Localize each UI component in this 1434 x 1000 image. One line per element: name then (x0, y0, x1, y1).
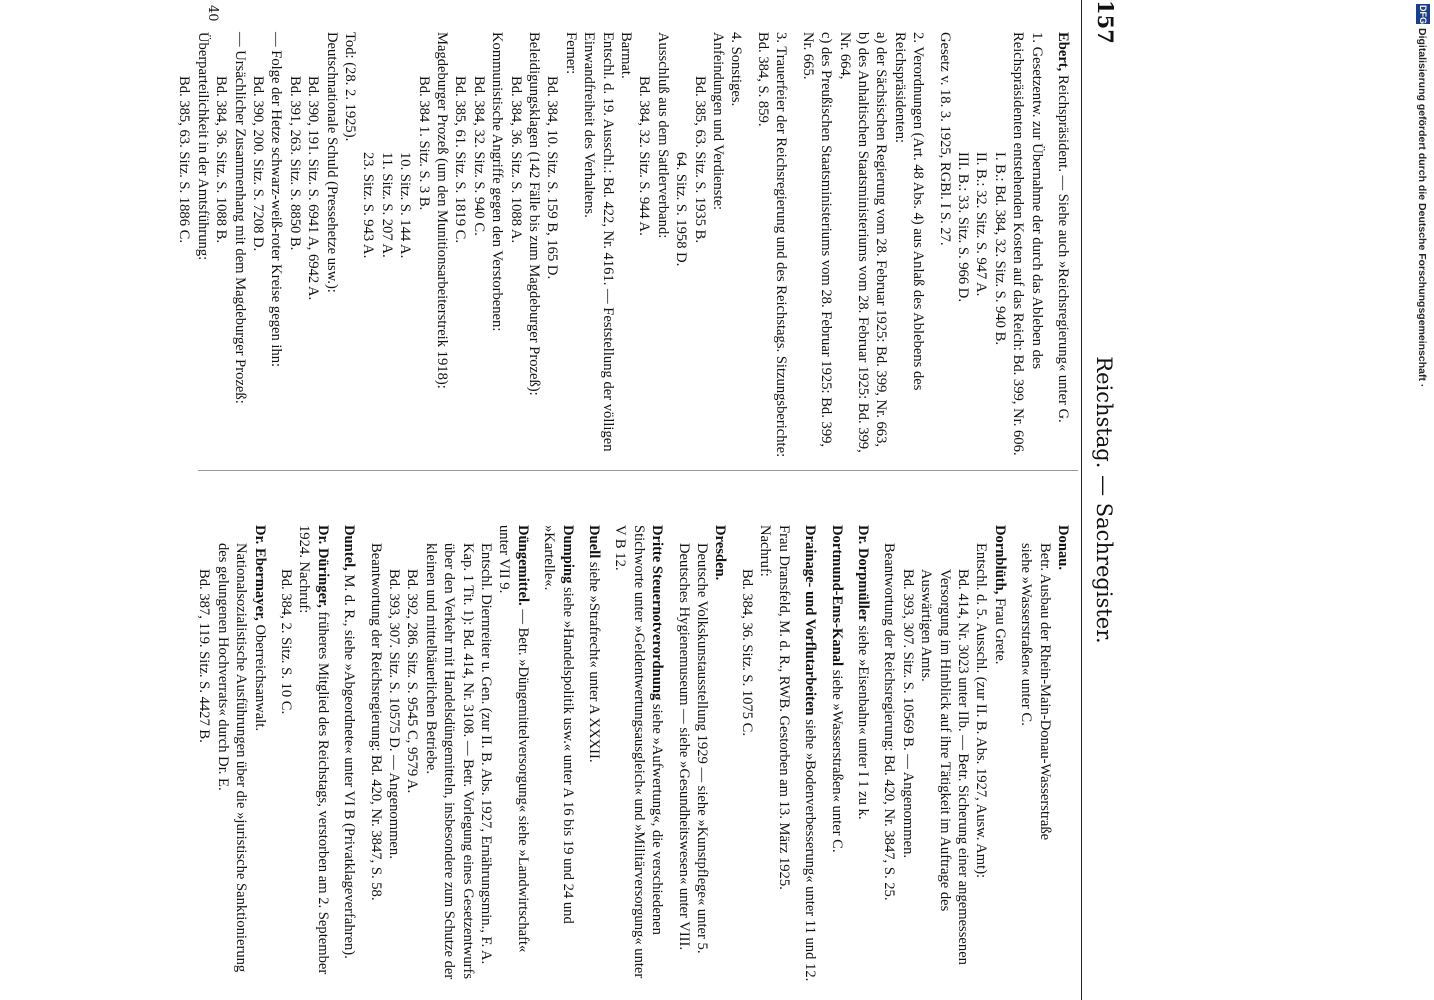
entry-heading-line (495, 525, 532, 985)
running-header (1082, 0, 1138, 1000)
entry-line: — Folge der Hetze schwarz-weiß-roter Kreise gegen ihn: (268, 32, 285, 368)
left-column (187, 525, 1072, 985)
entry-keyword: Dornblüth, (991, 525, 1008, 595)
index-entry (540, 525, 577, 985)
entry-line: Kommunistische Angriffe gegen den Verstorbenen: (489, 32, 506, 332)
header-rule (1081, 0, 1082, 1000)
entry-line: Ausschluß aus dem Sattlerverband: (654, 32, 671, 239)
entry-heading-line (801, 525, 819, 985)
index-entry (195, 525, 269, 985)
entry-description: früheres Mitglied des Reichstags, verstorben am 2. September 1924. Nachruf: (296, 525, 331, 975)
entry-line: Bd. 384, 2. Sitz. S. 10 C. (277, 569, 294, 715)
entry-line: Bd. 384, 32. Sitz. S. 944 A. (636, 76, 653, 236)
entry-line: — Ursächlicher Zusammenhang mit dem Magdeburger Prozeß: (231, 32, 248, 404)
index-entry (175, 32, 746, 462)
entry-line: 3. Trauerfeier der Reichsregierung und des Reichstags. Sitzungsberichte: Bd. 384, S. 859. (754, 32, 790, 458)
entry-line: Bd. 392, 286. Sitz. S. 9545 C, 9579 A. (404, 569, 421, 794)
entry-keyword: Duntel, (341, 525, 358, 571)
entry-line: Bd. 384, 36. Sitz. S. 1088 A. (507, 76, 524, 244)
entry-heading-line (295, 525, 332, 985)
entry-line: Bd. 384, 36. Sitz. S. 1075 C. (738, 569, 755, 737)
entry-line: Bd. 393, 307. Sitz. S. 10569 B. — Angenommen. (899, 569, 916, 859)
entry-line: Bd. 384 1. Sitz. S. 3 B. (415, 76, 432, 211)
entry-line: Entschl. d. 5. Ausschl. (zur II. B. Abs. 1927, Ausw. Amt): (973, 543, 990, 879)
entry-keyword: Dr. Düringer, (314, 525, 331, 608)
entry-line: Bd. 384, 36. Sitz. S. 1088 B. (213, 76, 230, 244)
entry-line: Tod: (28. 2. 1925). (341, 32, 358, 142)
entry-heading-line (854, 525, 872, 985)
index-entry (674, 525, 729, 985)
entry-line: Entschl. Diernreiter u. Gen. (zur II. B. Abs. 1927, Ernährungsmin., F. A. Kap. 1 Tit. 1): Bd. 414, Nr. 3108. — Betr. Vorlegung eines Gesetzentwurfs über den Verkehr mit Handelsdüngemitteln, insbesondere zum Schutze der kleinen und mittelbäuerlichen Betriebe. (422, 543, 495, 980)
entry-line: 23. Sitz. S. 943 A. (360, 152, 377, 259)
page-number: 157 (1093, 0, 1118, 44)
entry-line: III. B.: 33. Sitz. S. 966 D. (954, 152, 971, 302)
entry-line: Bd. 393, 307. Sitz. S. 10575 D. — Angenommen. (386, 569, 402, 859)
column-divider (198, 470, 1078, 471)
entry-line: Deutsches Hygienemuseum — siehe »Gesundheitswesen« unter VIII. (675, 543, 692, 951)
entry-keyword: Dritte Steuernotverordnung (649, 525, 666, 701)
entry-description: siehe »Strafrecht« unter A XXXII. (586, 561, 603, 763)
entry-description: siehe »Handelspolitik usw.« unter A 16 bis 19 und 24 und »Kartelle«. (541, 525, 576, 924)
entry-heading-line (340, 525, 358, 985)
index-entry (798, 32, 927, 462)
entry-line: Nationalsozialistische Ausführungen über die »juristische Sanktionierung des gelungenen Hochverrats« durch Dr. E. (214, 543, 250, 973)
entry-description: Reichspräsident. — Siehe auch »Reichsregierung« unter G. (1055, 74, 1071, 423)
entry-heading-line (1054, 32, 1072, 462)
entry-line: 64. Sitz. S. 1958 D. (673, 152, 690, 267)
entry-line: Frau Dransfeld, M. d. R., RWB. Gestorben am 13. März 1925. (775, 525, 792, 890)
entry-line: Bd. 391, 263. Sitz. S. 8850 B. (286, 76, 303, 251)
entry-line: Ferner: (562, 32, 579, 75)
entry-line: I. B.: Bd. 384, 32. Sitz. S. 940 B. (991, 152, 1008, 345)
entry-keyword: Duell (586, 525, 603, 559)
entry-heading-line (827, 525, 845, 985)
entry-keyword: Dresden. (712, 525, 729, 581)
index-entry (366, 525, 532, 985)
index-entry (880, 525, 1009, 985)
entry-line: Bd. 414, Nr. 3023 unter IIb. — Betr. Sicherung einer angemessenen Versorgung im Hinblick auf ihre Tätigkeit im Auftrage des Auswärtigen Amts. (918, 569, 971, 965)
entry-keyword: Ebert, (1055, 32, 1071, 72)
entry-line: Beleidigungsklagen (142 Fälle bis zum Magdeburger Prozeß): (526, 32, 543, 396)
entry-line: Entschl. d. 19. Ausschl.: Bd. 422, Nr. 4161. — Feststellung der völligen Einwandfreiheit des Verhaltens. (581, 32, 616, 452)
digitization-credit: Digitalisierung gefördert durch die Deutsche Forschungsgemeinschaft · (1416, 28, 1428, 388)
entry-line: II. B.: 32. Sitz. S. 947 A. (973, 152, 990, 297)
index-entry (854, 525, 872, 985)
entry-line: Bd. 384, 32. Sitz. S. 940 C. (470, 76, 487, 236)
entry-line: Nachruf: (757, 525, 774, 577)
entry-description: siehe »Bodenverbesserung« unter 11 und 12. (802, 719, 819, 982)
entry-line: Gesetz v. 18. 3. 1925, RGBl. I S. 27. (936, 32, 953, 246)
entry-line: Barmat. (618, 32, 635, 79)
entry-line: 2. Verordnungen (Art. 48 Abs. 4) aus Anlaß des Ablebens des Reichspräsidenten: (891, 32, 927, 391)
entry-keyword: Düngemittel. (514, 525, 531, 606)
dfg-logo: DFG (1418, 4, 1428, 24)
entry-heading-line (585, 525, 603, 985)
entry-line: a) der Sächsischen Regierung vom 28. Februar 1925: Bd. 399, Nr. 663, (873, 32, 890, 448)
entry-line: siehe »Wasserstraßen« unter C. (1018, 543, 1035, 726)
entry-line: 1. Gesetzentw. zur Übernahme der durch das Ableben des Reichspräsidenten entstehenden Kosten auf das Reich: Bd. 399, Nr. 606. (1010, 32, 1045, 456)
entry-description: siehe »Aufwertung«, die verschiedenen Stichworte unter »Geldentwertungsausgleich« und »Militärversorgung« unter V B 12. (612, 525, 666, 979)
entry-keyword: Drainage- und Vorflutarbeiten (802, 525, 819, 716)
entry-description: Oberreichsanwalt. (251, 624, 268, 732)
entry-description: Frau Grete. (991, 598, 1008, 665)
entry-heading-line (990, 525, 1008, 985)
entry-line: Beantwortung der Reichsregierung: Bd. 420, Nr. 3847, S. 58. (367, 543, 384, 901)
entry-line: Bd. 390, 191. Sitz. S. 6941 A, 6942 A. (305, 76, 322, 301)
entry-heading-line (1054, 525, 1072, 985)
entry-heading-line (611, 525, 666, 985)
running-title: Reichstag. — Sachregister. (1092, 356, 1116, 644)
catchword: 40 (205, 5, 220, 22)
entry-description: — Betr. »Düngemittelversorgung« siehe »Landwirtschaft« unter VII 9. (496, 525, 531, 953)
entry-line: 10. Sitz. S. 144 A. (397, 152, 414, 259)
index-entry (277, 525, 332, 985)
index-entry (935, 32, 1045, 462)
entry-line: c) des Preußischen Staatsministeriums vom 28. Februar 1925: Bd. 399, Nr. 665. (799, 32, 835, 448)
entry-line: Anfeindungen und Verdienste: (710, 32, 727, 211)
entry-line: Deutschnationale Schuld (Pressehetze usw.): (323, 32, 340, 293)
entry-line: 4. Sonstiges. (728, 32, 745, 107)
entry-heading-line (540, 525, 577, 985)
entry-line: Bd. 385, 61. Sitz. S. 1819 C. (452, 76, 469, 244)
entry-line: Beantwortung der Reichsregierung: Bd. 420, Nr. 3847, S. 25. (881, 543, 898, 901)
entry-description: M. d. R., siehe »Abgeordnete« unter VI B (Privatklageverfahren). (341, 574, 358, 959)
entry-line: Bd. 385, 63. Sitz. S. 1935 B. (691, 76, 708, 244)
entry-description: siehe »Eisenbahn« unter I 1 zu k. (854, 625, 871, 820)
entry-heading-line (250, 525, 268, 985)
entry-line: b) des Anhaltischen Staatsministeriums vom 28. Februar 1925: Bd. 399, Nr. 664, (836, 32, 871, 453)
index-entry (585, 525, 603, 985)
entry-heading-line (711, 525, 729, 985)
index-entry (1017, 525, 1072, 985)
index-entry (801, 525, 819, 985)
index-entry (827, 525, 845, 985)
entry-keyword: Donau. (1055, 525, 1071, 571)
entry-line: Bd. 387, 119. Sitz. S. 4427 B. (196, 569, 213, 743)
entry-line: Bd. 390, 200. Sitz. S. 7208 D. (249, 76, 266, 252)
entry-line: Bd. 385, 63. Sitz. S. 1886 C. (176, 76, 193, 244)
entry-keyword: Dumping (559, 525, 576, 584)
index-entry (738, 525, 793, 985)
entry-keyword: Dr. Dorpmüller (854, 525, 871, 622)
entry-description: siehe »Wasserstraßen« unter C. (828, 669, 845, 853)
right-column (167, 32, 1072, 462)
entry-line: Bd. 384, 10. Sitz. S. 159 B, 165 D. (544, 76, 561, 280)
index-entry (611, 525, 666, 985)
entry-line: Magdeburger Prozeß (um den Munitionsarbeiterstreik 1918): (434, 32, 450, 389)
entry-keyword: Dr. Ebermayer, (251, 525, 268, 621)
entry-line: 11. Sitz. S. 207 A. (378, 152, 395, 258)
entry-line: Betr. Ausbau der Rhein-Main-Donau-Wasserstraße (1036, 543, 1053, 841)
index-entry (340, 525, 358, 985)
entry-line: Überparteilichkeit in der Amtsführung: (194, 32, 211, 261)
index-entry (754, 32, 791, 462)
entry-line: Deutsche Volkskunstausstellung 1929 — siehe »Kunstpflege« unter 5. (694, 543, 711, 954)
rotated-page (120, 0, 1150, 1000)
index-entry (1054, 32, 1072, 462)
entry-keyword: Dortmund-Ems-Kanal (828, 525, 845, 667)
